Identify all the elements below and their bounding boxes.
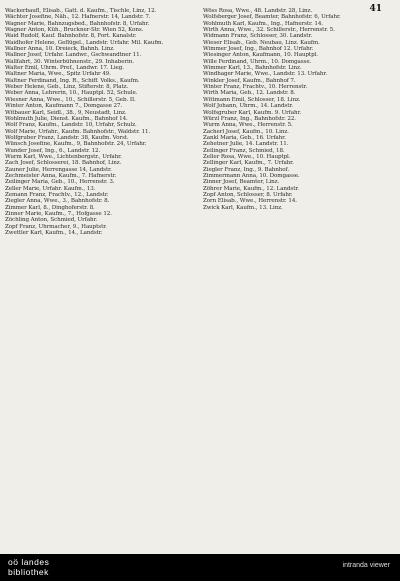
directory-entry: Winter Franz, Frachtv., 10. Herrenstr.	[203, 84, 308, 91]
directory-entry: Wolfsgruber Karl, Kaufm. 9. Urfahr.	[203, 109, 302, 116]
directory-entry: Wallner Anna, 10. Dreieck, Bahnh. Linz.	[5, 46, 115, 53]
directory-entry: Zemann Franz, Frachtv., 12., Landstr.	[5, 191, 109, 198]
directory-entry: Wieser Elisab., Geb. Neubau, Linz. Kaufm.	[203, 39, 320, 46]
page-number: 41	[369, 4, 382, 14]
logo-line-2: bibliothek	[8, 566, 49, 577]
directory-entry: Wallfahrt, 30. Winterbühnenstr., 29. Inhaberin.	[5, 58, 134, 65]
directory-entry: Wolfgruber Franz, Landstr. 38, Kaufm. Vorst.	[5, 134, 129, 141]
directory-entry: Zehetner Julie, 14. Landstr. 11.	[203, 141, 289, 148]
directory-entry: Wolfsberger Josef, Beamter, Bahnhofstr. 6, Urfahr.	[203, 14, 341, 21]
directory-entry: Zinner Marie, Kaufm., 7., Hofgasse 12.	[5, 211, 112, 217]
directory-entry: Waidhofer Helene, Geflügel., Landstr. Urfahr. Mil. Kaufm.	[5, 39, 164, 46]
directory-entry: Wohlmuth Karl, Kaufm., Ing., Hafnerstr. 14.	[203, 20, 323, 27]
directory-entry: Wünsch Josefine, Kaufm., 9, Bahnhofstr. 24, Urfahr.	[5, 141, 147, 148]
directory-entry: Waltner Ferdinand, Ing. R., Schiff. Volks., Kaufm.	[5, 77, 140, 84]
directory-entry: Wallner Josef, Urfahr. Landwr., Gschwandtner 11.	[5, 52, 142, 59]
directory-entry: Zopf Anton, Schlosser, 8. Urfahr.	[203, 191, 293, 198]
directory-entry: Weber Anna, Lehrerin, 10., Hauptpl. 52, Schule.	[5, 90, 138, 97]
directory-entry: Winter Anton, Kaufmann 7., Domgasse 27.	[5, 103, 123, 110]
directory-entry: Wöss Rosa, Wwe., 48. Landstr. 28, Linz.	[203, 8, 313, 14]
directory-entry: Wimmer Karl, 13., Bahnhofstr. Linz.	[203, 65, 302, 72]
directory-entry: Wurm Anna, Wwe., Herrenstr. 5.	[203, 122, 293, 129]
directory-entry: Waltner Maria, Wwe., Spitz Urfahr 49.	[5, 71, 111, 78]
directory-entry: Zöchling Anton, Schmied, Urfahr.	[5, 217, 98, 224]
left-column	[5, 8, 183, 236]
directory-entry: Wurm Karl, Wwe., Lichtenbergstr., Urfahr.	[5, 153, 122, 160]
directory-entry: Wagner Marie, Bahnzugsbed., Bahnhofstr. 8, Urfahr.	[5, 20, 150, 27]
directory-entry: Witbauer Karl, Seidl., 38., 9, Neustadt, Linz.	[5, 109, 127, 116]
directory-entry: Zeller Marie, Urfahr. Kaufm., 13.	[5, 185, 96, 192]
directory-entry: Wimmer Josef, Ing., Bahnhof 12. Urfahr.	[203, 46, 314, 53]
directory-entry: Wohlmuth Julie, Dienst. Kaufm., Bahnhof 14.	[5, 115, 128, 122]
library-logo[interactable]	[8, 558, 128, 578]
directory-entry: Wunder Josef, Ing., 6., Landstr. 12.	[5, 147, 101, 154]
directory-entry: Wagner Anton, Küh., Bruckner-Str. Wien 52, Kons.	[5, 27, 144, 34]
directory-entry: Weber Helene, Geb., Linz, Stifterstr. 8, Platz.	[5, 84, 129, 91]
viewer-footer	[0, 554, 400, 581]
directory-entry: Zauner Julie, Herrengasse 14, Landstr.	[5, 166, 112, 173]
directory-entry: Wackerbaufl, Elisab., Gatt. d. Kaufm., Tischle, Linz, 12.	[5, 8, 157, 14]
directory-entry: Würzl Franz, Ing., Bahnhofstr. 22.	[203, 115, 296, 122]
directory-entry: Ziegler Anna, Wwe., 3., Bahnhofstr. 8.	[5, 198, 110, 205]
directory-entry: Wolf Johann, Uhrm., 14. Landstr.	[203, 103, 293, 110]
directory-entry: Zinner Josef, Beamter, Linz.	[203, 179, 280, 186]
directory-entry: Wirth Anna, Wwe., 32. Schillerstr., Herrenstr. 5.	[203, 27, 335, 34]
directory-entry: Wittmann Emil, Schlosser, 18. Linz.	[203, 96, 301, 103]
directory-entry: Wolf Marie, Urfahr., Kaufm. Bahnhofstr., Waldstr. 11.	[5, 128, 151, 135]
directory-entry: Zeilinger Maria, Geb., 10., Herrenstr. 3.	[5, 179, 115, 186]
directory-entry: Wirth Maria, Geb., 12. Landstr. 8.	[203, 90, 296, 97]
directory-entry: Zöhrer Marie, Kaufm., 12. Landstr.	[203, 185, 299, 192]
directory-entry: Zellinger Karl, Kaufm., 7. Urfahr.	[203, 160, 294, 167]
directory-entry: Zopf Franz, Uhrmacher, 9., Hauptstr.	[5, 223, 107, 230]
directory-entry: Walter Emil, Uhrm. Pref., Landwr. 17. Lieg.	[5, 65, 124, 72]
directory-entry: Wille Ferdinand, Uhrm., 10. Domgasse.	[203, 58, 312, 65]
directory-entry: Wolf Franz, Kaufm., Landstr. 10, Urfahr, Schulz.	[5, 122, 137, 129]
directory-entry: Zacherl Josef, Kaufm., 10. Linz.	[203, 128, 289, 135]
directory-entry: Wiesner Anna, Wwe., 10., Schillerstr. 5, Geb. II.	[5, 96, 136, 103]
directory-entry: Zach Josef, Schlosserei, 18. Bahnhof, Linz.	[5, 160, 122, 167]
directory-entry: Zwettler Karl, Kaufm., 14., Landstr.	[5, 230, 103, 237]
directory-entry: Ziegler Franz, Ing., 9. Bahnhof.	[203, 166, 290, 173]
directory-entry: Zimmermann Anna, 10. Domgasse.	[203, 172, 300, 179]
right-column	[203, 8, 381, 211]
logo-line-1: oö landes	[8, 557, 50, 567]
directory-entry: Zwick Karl, Kaufm., 13. Linz.	[203, 204, 283, 211]
directory-entry: Winkler Josef, Kaufm., Bahnhof 7.	[203, 77, 296, 84]
directory-entry: Wächter Josefine, Näh., 12. Hafnerstr. 14, Landstr. 7.	[5, 14, 151, 21]
directory-entry: Windhager Marie, Wwe., Landstr. 13. Urfahr.	[203, 71, 328, 78]
directory-entry: Waid Rudolf, Kauf. Bahnhofstr. 8, Fort. Kanalstr.	[5, 33, 137, 40]
directory-entry: Zankl Maria, Geb., 16. Urfahr.	[203, 134, 286, 141]
directory-entry: Zeilinger Franz, Schmied, 18.	[203, 147, 285, 154]
directory-entry: Widmann Franz, Schlosser, 30. Landstr.	[203, 33, 313, 40]
directory-entry: Zimmer Karl, 8., Dinghoferstr. 8.	[5, 204, 95, 211]
directory-entry: Wiesinger Anton, Kaufmann, 10. Hauptpl.	[203, 52, 318, 59]
directory-entry: Zeller Rosa, Wwe., 10. Hauptpl.	[203, 153, 291, 160]
directory-entry: Zechmeister Anna, Kaufm., 7. Hafnerstr.	[5, 172, 117, 179]
viewer-label[interactable]: intranda viewer	[342, 562, 390, 569]
directory-entry: Zorn Elisab., Wwe., Herrenstr. 14.	[203, 198, 297, 205]
